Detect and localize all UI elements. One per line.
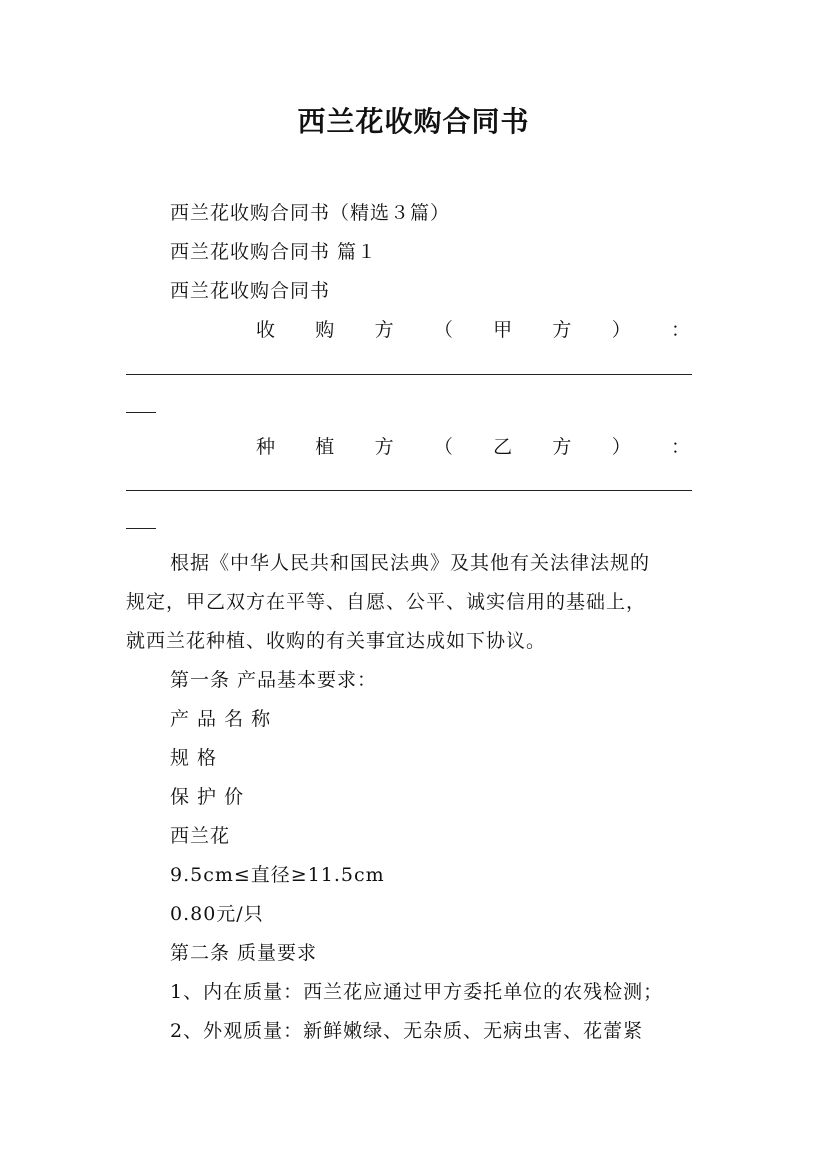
intro-paragraph-line: 就西兰花种植、收购的有关事宜达成如下协议。 <box>126 630 547 652</box>
party-a-char: ） <box>611 319 631 341</box>
party-a-label <box>256 315 690 342</box>
party-a-char: 购 <box>315 319 335 341</box>
party-b-char: （ <box>433 436 453 458</box>
party-a-char: 方 <box>374 319 394 341</box>
party-b-char: 乙 <box>493 436 513 458</box>
party-a-char: （ <box>433 319 453 341</box>
party-b-char: 植 <box>315 436 335 458</box>
contract-heading: 西兰花收购合同书 <box>170 280 331 302</box>
party-a-char: 收 <box>256 319 276 341</box>
part-heading: 西兰花收购合同书 篇１ <box>170 241 378 263</box>
product-price-value: 0.80元/只 <box>170 903 264 925</box>
party-b-char: ： <box>670 436 690 458</box>
party-b-fill-line <box>126 490 692 491</box>
intro-paragraph-line: 根据《中华人民共和国民法典》及其他有关法律法规的 <box>170 552 651 574</box>
document-title: 西兰花收购合同书 <box>297 105 530 138</box>
party-a-char: ： <box>670 319 690 341</box>
column-spec: 规 格 <box>170 747 218 769</box>
party-b-char: 方 <box>374 436 394 458</box>
party-b-char: 方 <box>552 436 572 458</box>
party-b-label <box>256 432 690 459</box>
product-spec-value: 9.5cm≤直径≥11.5cm <box>170 864 385 886</box>
party-a-char: 甲 <box>493 319 513 341</box>
intro-paragraph-line: 规定，甲乙双方在平等、自愿、公平、诚实信用的基础上， <box>126 591 647 613</box>
party-b-fill-line-end <box>126 528 156 529</box>
article-1-heading: 第一条 产品基本要求： <box>170 669 378 691</box>
product-name-value: 西兰花 <box>170 825 231 847</box>
quality-requirement-1: 1、内在质量：西兰花应通过甲方委托单位的农残检测； <box>170 981 664 1003</box>
party-a-fill-line <box>126 374 692 375</box>
party-a-char: 方 <box>552 319 572 341</box>
party-b-char: 种 <box>256 436 276 458</box>
party-a-fill-line-end <box>126 412 156 413</box>
article-2-heading: 第二条 质量要求 <box>170 942 318 964</box>
column-product-name: 产 品 名 称 <box>170 708 272 730</box>
subtitle: 西兰花收购合同书（精选３篇） <box>170 202 451 224</box>
party-b-char: ） <box>611 436 631 458</box>
column-protection-price: 保 护 价 <box>170 786 245 808</box>
quality-requirement-2: 2、外观质量：新鲜嫩绿、无杂质、无病虫害、花蕾紧 <box>170 1020 644 1042</box>
